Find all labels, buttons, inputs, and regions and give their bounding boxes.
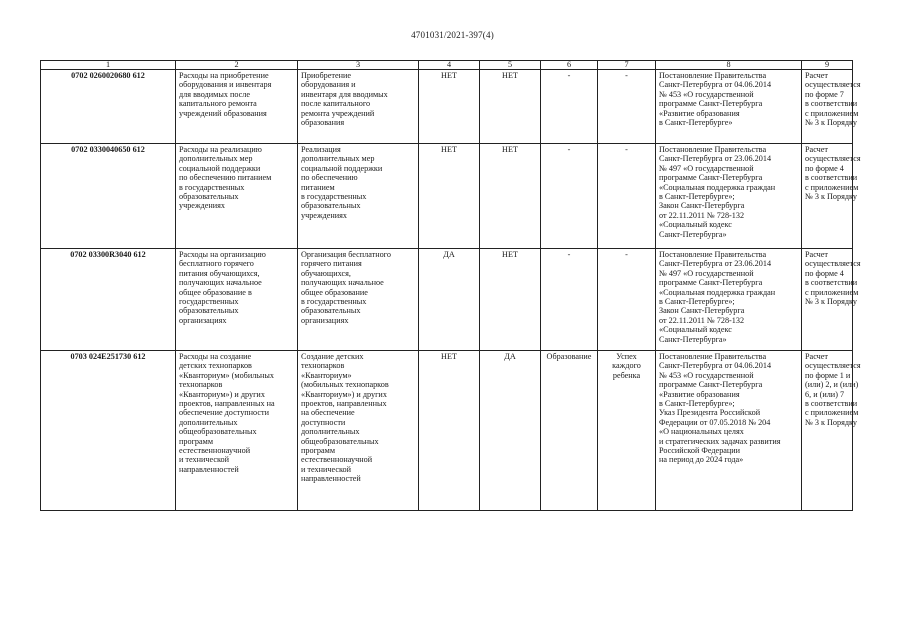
cell-line: Российской Федерации <box>659 446 741 456</box>
cell-line: социальной поддержки <box>179 163 261 173</box>
cell-line: с приложением <box>805 408 859 418</box>
cell-line: оборудования и <box>301 80 356 90</box>
cell-line: в соответствии <box>805 99 858 109</box>
cell-line: № 453 «О государственной <box>659 89 754 99</box>
table-cell-col7 <box>598 351 656 511</box>
cell-line: (или) 2, и (или) <box>805 380 859 390</box>
cell-line: в Санкт-Петербурге»; <box>659 192 735 202</box>
cell-line: Расходы на создание <box>179 352 252 361</box>
cell-line: в государственных <box>301 297 367 307</box>
cell-line: на период до 2024 года» <box>659 455 744 465</box>
cell-line: «Кванториум» (мобильных <box>179 370 275 380</box>
cell-line: в соответствии <box>805 399 858 409</box>
cell-line: в соответствии <box>805 278 858 288</box>
table-cell-col4: НЕТ <box>419 70 480 144</box>
cell-line: естественнонаучной <box>301 455 373 465</box>
table-cell-col9 <box>802 144 861 249</box>
table-cell-col1: 0702 0330040650 612 <box>41 144 176 249</box>
cell-line: Санкт-Петербурга от 23.06.2014 <box>659 259 772 269</box>
cell-line: питания обучающихся, <box>179 268 260 278</box>
cell-line: «Кванториум») и других <box>179 389 265 399</box>
cell-line: дополнительных <box>179 417 238 427</box>
cell-line: Реализация <box>301 145 341 154</box>
cell-line: Расчет <box>805 250 828 259</box>
column-header-1: 1 <box>41 61 176 70</box>
table-cell-col2 <box>176 70 298 144</box>
table-cell-col9 <box>802 351 861 511</box>
cell-line: технопарков <box>301 361 345 371</box>
cell-line: «Социальный кодекс <box>659 325 732 335</box>
cell-line: Постановление Правительства <box>659 145 767 154</box>
cell-line: «Кванториум» <box>301 370 352 380</box>
cell-line: Закон Санкт-Петербурга <box>659 306 745 316</box>
cell-line: Постановление Правительства <box>659 71 767 80</box>
cell-line: проектов, направленных <box>301 399 387 409</box>
cell-line: естественнонаучной <box>179 446 251 456</box>
cell-line: направленностей <box>301 474 361 484</box>
cell-line: Расходы на организацию <box>179 250 266 259</box>
cell-line: общее образование <box>301 287 368 297</box>
table-cell-col3 <box>298 249 419 351</box>
cell-line: Постановление Правительства <box>659 352 767 361</box>
column-header-5: 5 <box>480 61 541 70</box>
cell-line: учреждениях <box>301 210 348 220</box>
cell-line: на обеспечение <box>301 408 355 418</box>
table-cell-col7: - <box>598 70 656 144</box>
cell-line: Расходы на реализацию <box>179 145 262 154</box>
cell-line: питанием <box>301 182 335 192</box>
cell-line: осуществляется <box>805 154 861 164</box>
cell-line: детских технопарков <box>179 361 252 371</box>
table-row <box>41 351 853 511</box>
cell-line: программе Санкт-Петербурга <box>659 99 763 109</box>
cell-line: после капитального <box>301 99 371 109</box>
cell-line: в Санкт-Петербурге»; <box>659 399 735 409</box>
cell-line: дополнительных мер <box>179 154 253 164</box>
cell-line: по обеспечению <box>301 173 358 183</box>
cell-line: с приложением <box>805 287 859 297</box>
cell-line: Успех <box>616 352 637 361</box>
table-cell-col9 <box>802 70 861 144</box>
cell-line: получающих начальное <box>179 278 262 288</box>
table-cell-col5: НЕТ <box>480 144 541 249</box>
cell-line: и стратегических задачах развития <box>659 436 781 446</box>
cell-line: 6, и (или) 7 <box>805 389 845 399</box>
cell-line: Создание детских <box>301 352 364 361</box>
cell-line: обучающихся, <box>301 268 351 278</box>
cell-line: № 3 к Порядку <box>805 297 858 307</box>
cell-line: Санкт-Петербурга» <box>659 229 727 239</box>
cell-line: учреждений образования <box>179 108 267 118</box>
table-row <box>41 70 853 144</box>
cell-line: Расчет <box>805 71 828 80</box>
cell-line: общее образование в <box>179 287 252 297</box>
cell-line: в Санкт-Петербурге»; <box>659 297 735 307</box>
cell-line: от 22.11.2011 № 728-132 <box>659 210 745 220</box>
cell-line: программ <box>301 446 336 456</box>
cell-line: инвентаря для вводимых <box>301 89 388 99</box>
cell-line: горячего питания <box>301 259 362 269</box>
cell-line: № 3 к Порядку <box>805 417 858 427</box>
table-cell-col2 <box>176 144 298 249</box>
cell-line: проектов, направленных на <box>179 399 275 409</box>
cell-line: Расчет <box>805 145 828 154</box>
cell-line: с приложением <box>805 182 859 192</box>
cell-line: Расходы на приобретение <box>179 71 269 80</box>
table-cell-col3 <box>298 70 419 144</box>
column-header-8: 8 <box>656 61 802 70</box>
table-cell-col6: - <box>541 249 598 351</box>
table-cell-col3 <box>298 351 419 511</box>
cell-line: государственных <box>179 297 239 307</box>
cell-line: «Кванториум») и других <box>301 389 387 399</box>
cell-line: по форме 1 и <box>805 370 851 380</box>
cell-line: получающих начальное <box>301 278 384 288</box>
table-cell-col6: - <box>541 144 598 249</box>
cell-line: «Социальная поддержка граждан <box>659 182 776 192</box>
table-cell-col4: НЕТ <box>419 351 480 511</box>
column-header-4: 4 <box>419 61 480 70</box>
cell-line: № 3 к Порядку <box>805 118 858 128</box>
table-cell-col7: - <box>598 249 656 351</box>
cell-line: капитального ремонта <box>179 99 257 109</box>
header-row <box>41 61 853 70</box>
cell-line: организациях <box>179 315 227 325</box>
table-cell-col5: НЕТ <box>480 70 541 144</box>
table-cell-col1: 0702 0260020680 612 <box>41 70 176 144</box>
cell-line: (мобильных технопарков <box>301 380 389 390</box>
cell-line: социальной поддержки <box>301 163 383 173</box>
cell-line: для вводимых после <box>179 89 251 99</box>
cell-line: образовательных <box>301 201 361 211</box>
column-header-7: 7 <box>598 61 656 70</box>
cell-line: Постановление Правительства <box>659 250 767 259</box>
cell-line: обеспечение доступности <box>179 408 269 418</box>
cell-line: № 497 «О государственной <box>659 163 754 173</box>
cell-line: «Развитие образования <box>659 389 740 399</box>
cell-line: дополнительных мер <box>301 154 375 164</box>
cell-line: в государственных <box>179 182 245 192</box>
table-cell-col8 <box>656 70 802 144</box>
cell-line: осуществляется <box>805 361 861 371</box>
table-cell-col1: 0703 024E251730 612 <box>41 351 176 511</box>
cell-line: Организация бесплатного <box>301 250 391 259</box>
cell-line: организациях <box>301 315 349 325</box>
cell-line: по обеспечению питанием <box>179 173 272 183</box>
cell-line: с приложением <box>805 108 859 118</box>
document-id: 4701031/2021-397(4) <box>411 30 494 40</box>
table-cell-col8 <box>656 144 802 249</box>
cell-line: Федерации от 07.05.2018 № 204 <box>659 417 771 427</box>
cell-line: по форме 4 <box>805 163 844 173</box>
cell-line: технопарков <box>179 380 223 390</box>
cell-line: № 497 «О государственной <box>659 268 754 278</box>
cell-line: № 453 «О государственной <box>659 370 754 380</box>
data-table <box>40 60 861 511</box>
table-body <box>41 70 861 511</box>
cell-line: Санкт-Петербурга от 23.06.2014 <box>659 154 772 164</box>
cell-line: в государственных <box>301 192 367 202</box>
cell-line: «Социальный кодекс <box>659 220 732 230</box>
cell-line: дополнительных <box>301 427 360 437</box>
cell-line: образования <box>301 118 345 128</box>
cell-line: Санкт-Петербурга от 04.06.2014 <box>659 361 772 371</box>
table-cell-col8 <box>656 351 802 511</box>
cell-line: осуществляется <box>805 80 861 90</box>
cell-line: Расчет <box>805 352 828 361</box>
table-cell-col2 <box>176 351 298 511</box>
cell-line: в Санкт-Петербурге» <box>659 118 733 128</box>
table-cell-col4: ДА <box>419 249 480 351</box>
cell-line: Приобретение <box>301 71 351 80</box>
cell-line: образовательных <box>179 192 239 202</box>
cell-line: общеобразовательных <box>179 427 257 437</box>
cell-line: программе Санкт-Петербурга <box>659 278 763 288</box>
cell-line: «Социальная поддержка граждан <box>659 287 776 297</box>
table-cell-col6: Образование <box>541 351 598 511</box>
table-cell-col4: НЕТ <box>419 144 480 249</box>
cell-line: оборудования и инвентаря <box>179 80 272 90</box>
cell-line: общеобразовательных <box>301 436 379 446</box>
cell-line: в соответствии <box>805 173 858 183</box>
column-header-6: 6 <box>541 61 598 70</box>
table-cell-col5: ДА <box>480 351 541 511</box>
column-header-3: 3 <box>298 61 419 70</box>
table-row <box>41 249 853 351</box>
table-cell-col6: - <box>541 70 598 144</box>
cell-line: программе Санкт-Петербурга <box>659 380 763 390</box>
table-cell-col2 <box>176 249 298 351</box>
cell-line: осуществляется <box>805 259 861 269</box>
cell-line: ремонта учреждений <box>301 108 375 118</box>
table-cell-col3 <box>298 144 419 249</box>
table-cell-col1: 0702 03300R3040 612 <box>41 249 176 351</box>
cell-line: ребенка <box>612 370 641 380</box>
cell-line: и технической <box>179 455 230 465</box>
cell-line: направленностей <box>179 464 239 474</box>
cell-line: доступности <box>301 417 346 427</box>
cell-line: № 3 к Порядку <box>805 192 858 202</box>
cell-line: «О национальных целях <box>659 427 744 437</box>
cell-line: Закон Санкт-Петербурга <box>659 201 745 211</box>
cell-line: «Развитие образования <box>659 108 740 118</box>
column-header-9: 9 <box>802 61 853 70</box>
cell-line: бесплатного горячего <box>179 259 254 269</box>
column-header-2: 2 <box>176 61 298 70</box>
cell-line: Санкт-Петербурга» <box>659 334 727 344</box>
cell-line: Указ Президента Российской <box>659 408 761 418</box>
cell-line: от 22.11.2011 № 728-132 <box>659 315 745 325</box>
cell-line: образовательных <box>301 306 361 316</box>
cell-line: и технической <box>301 464 352 474</box>
cell-line: по форме 4 <box>805 268 844 278</box>
table-cell-col9 <box>802 249 861 351</box>
table-cell-col8 <box>656 249 802 351</box>
cell-line: каждого <box>612 361 641 371</box>
table-row <box>41 144 853 249</box>
cell-line: программе Санкт-Петербурга <box>659 173 763 183</box>
cell-line: по форме 7 <box>805 89 844 99</box>
cell-line: образовательных <box>179 306 239 316</box>
cell-line: учреждениях <box>179 201 226 211</box>
table-cell-col5: НЕТ <box>480 249 541 351</box>
cell-line: программ <box>179 436 214 446</box>
table-cell-col7: - <box>598 144 656 249</box>
cell-line: Санкт-Петербурга от 04.06.2014 <box>659 80 772 90</box>
